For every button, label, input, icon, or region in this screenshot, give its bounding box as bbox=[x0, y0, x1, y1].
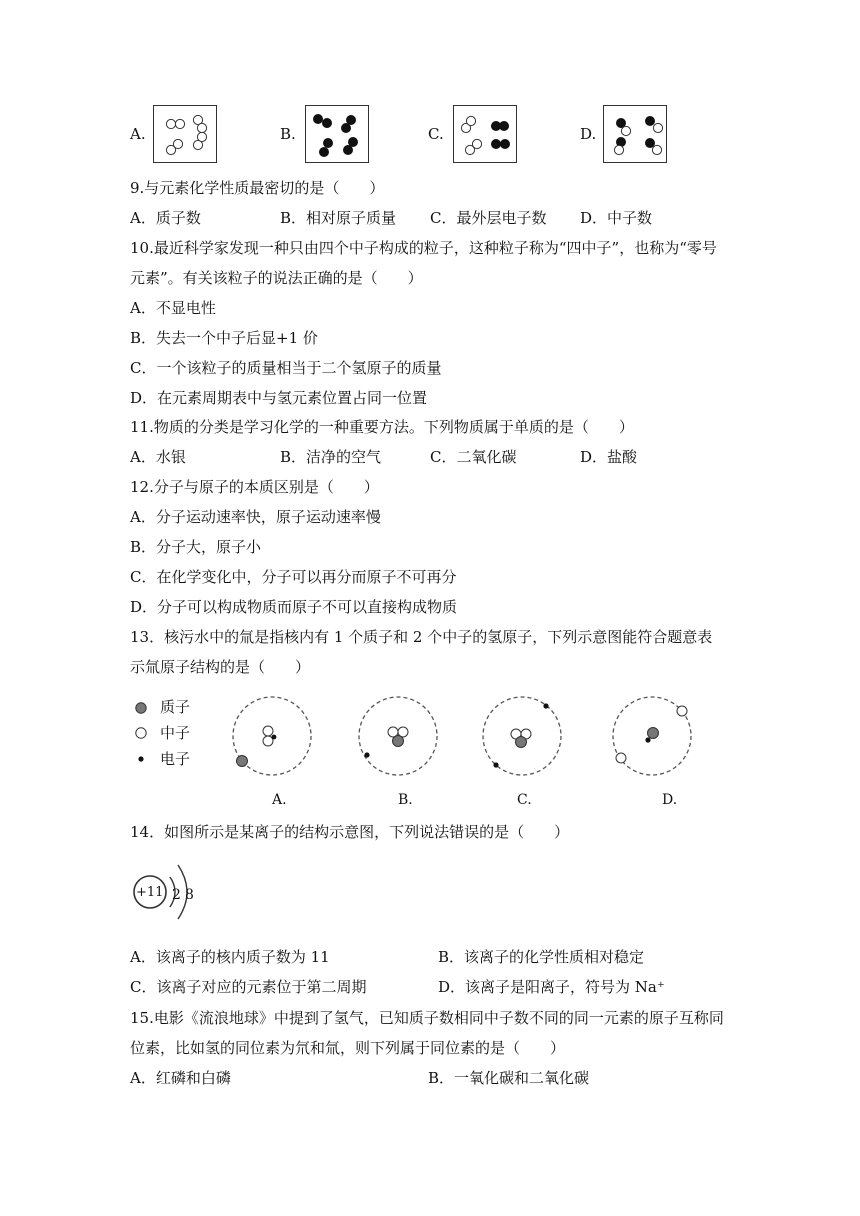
q8-option-d-box bbox=[603, 105, 667, 163]
neutron-legend-icon bbox=[134, 726, 148, 740]
q13-label-b: B. bbox=[398, 792, 413, 808]
q14-shell1-count: 2 bbox=[172, 887, 181, 903]
q10-option-a: A．不显电性 bbox=[130, 299, 216, 317]
q8-option-c-box bbox=[453, 105, 517, 163]
q14-option-b: B．该离子的化学性质相对稳定 bbox=[438, 948, 645, 966]
proton-legend-icon bbox=[134, 701, 148, 715]
q11-stem: 11.物质的分类是学习化学的一种重要方法。下列物质属于单质的是（ ） bbox=[130, 418, 634, 436]
q10-stem-line2: 元素”。有关该粒子的说法正确的是（ ） bbox=[130, 269, 423, 287]
q12-option-c: C．在化学变化中，分子可以再分而原子不可再分 bbox=[130, 568, 457, 586]
q13-label-a: A. bbox=[272, 792, 287, 808]
electron-legend-icon bbox=[134, 752, 148, 766]
q9-option-a: A．质子数 bbox=[130, 209, 201, 227]
q13-atom-d bbox=[610, 694, 694, 778]
q13-atom-b bbox=[356, 694, 440, 778]
legend-neutron-label: 中子 bbox=[160, 724, 191, 742]
q14-option-c: C．该离子对应的元素位于第二周期 bbox=[130, 978, 367, 996]
q14-stem: 14．如图所示是某离子的结构示意图，下列说法错误的是（ ） bbox=[130, 823, 570, 841]
q15-option-b: B．一氧化碳和二氧化碳 bbox=[428, 1069, 590, 1087]
legend-proton-label: 质子 bbox=[160, 698, 191, 716]
q8-option-c-label: C. bbox=[428, 125, 444, 143]
q13-atom-a bbox=[230, 694, 314, 778]
q11-option-a: A．水银 bbox=[130, 448, 186, 466]
q8-option-a-particles bbox=[154, 106, 218, 164]
q8-option-d-label: D. bbox=[580, 125, 597, 143]
q13-stem-line1: 13．核污水中的氚是指核内有 1 个质子和 2 个中子的氢原子，下列示意图能符合题意表 bbox=[130, 628, 713, 646]
q12-option-b: B．分子大，原子小 bbox=[130, 538, 262, 556]
q11-option-c: C．二氧化碳 bbox=[430, 448, 517, 466]
q9-option-d: D．中子数 bbox=[580, 209, 653, 227]
q14-shell2-count: 8 bbox=[185, 887, 194, 903]
q14-nucleus-charge: +11 bbox=[136, 885, 164, 900]
q8-option-a-box bbox=[153, 105, 217, 163]
q8-option-b-particles bbox=[306, 106, 370, 164]
q8-option-b-label: B. bbox=[280, 125, 296, 143]
q13-atom-c bbox=[480, 694, 564, 778]
q10-option-c: C．一个该粒子的质量相当于二个氢原子的质量 bbox=[130, 359, 442, 377]
q10-option-d: D．在元素周期表中与氢元素位置占同一位置 bbox=[130, 389, 428, 407]
q10-option-b: B．失去一个中子后显+1 价 bbox=[130, 329, 318, 347]
q13-stem-line2: 示氚原子结构的是（ ） bbox=[130, 658, 311, 676]
q15-stem-line1: 15.电影《流浪地球》中提到了氢气，已知质子数相同中子数不同的同一元素的原子互称同 bbox=[130, 1009, 724, 1027]
q13-label-d: D. bbox=[662, 792, 678, 808]
q12-stem: 12.分子与原子的本质区别是（ ） bbox=[130, 478, 379, 496]
q8-option-c-particles bbox=[454, 106, 518, 164]
q8-option-b-box bbox=[305, 105, 369, 163]
q13-label-c: C. bbox=[517, 792, 532, 808]
q12-option-d: D．分子可以构成物质而原子不可以直接构成物质 bbox=[130, 598, 458, 616]
legend-electron-label: 电子 bbox=[160, 750, 191, 768]
q9-option-c: C．最外层电子数 bbox=[430, 209, 547, 227]
q15-stem-line2: 位素，比如氢的同位素为氘和氚，则下列属于同位素的是（ ） bbox=[130, 1039, 566, 1057]
q14-option-d: D．该离子是阳离子，符号为 Na⁺ bbox=[438, 978, 665, 996]
q9-stem: 9.与元素化学性质最密切的是（ ） bbox=[130, 179, 385, 197]
q8-option-a-label: A. bbox=[130, 125, 146, 143]
q9-option-b: B．相对原子质量 bbox=[280, 209, 397, 227]
q8-option-d-particles bbox=[604, 106, 668, 164]
q12-option-a: A．分子运动速率快，原子运动速率慢 bbox=[130, 508, 381, 526]
q14-option-a: A．该离子的核内质子数为 11 bbox=[130, 948, 330, 966]
q10-stem-line1: 10.最近科学家发现一种只由四个中子构成的粒子，这种粒子称为“四中子”，也称为“零号 bbox=[130, 239, 717, 257]
q15-option-a: A．红磷和白磷 bbox=[130, 1069, 231, 1087]
q11-option-d: D．盐酸 bbox=[580, 448, 638, 466]
q11-option-b: B．洁净的空气 bbox=[280, 448, 382, 466]
